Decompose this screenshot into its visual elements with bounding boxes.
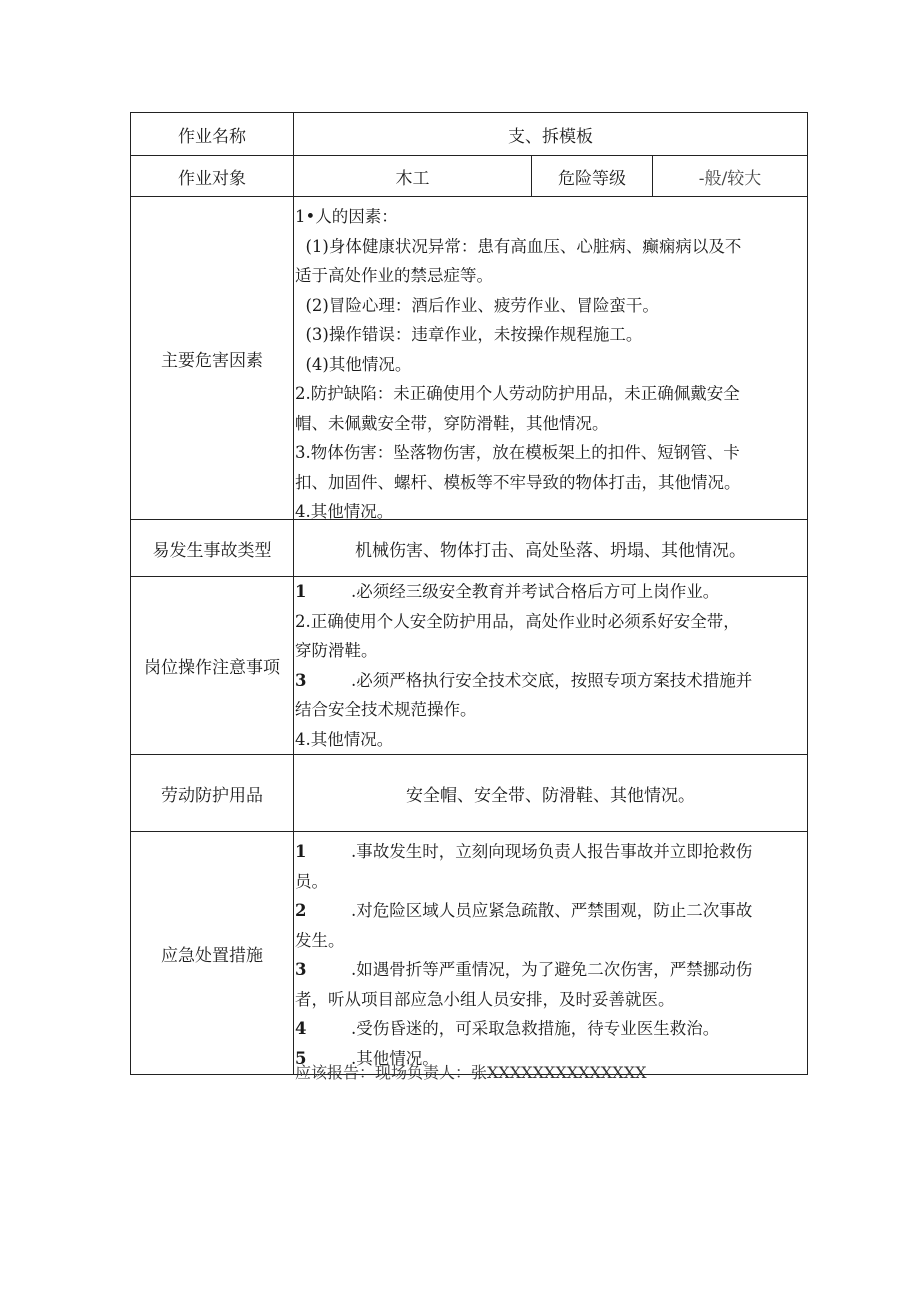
hazard-line: 适于高处作业的禁忌症等。: [295, 266, 493, 285]
precaution-item: 2.正确使用个人安全防护用品，高处作业时必须系好安全带，: [295, 611, 740, 631]
emergency-text: [295, 837, 807, 1073]
emergency-item: 5 .其他情况。: [295, 1048, 439, 1068]
hazard-line: (4)其他情况。: [295, 354, 412, 374]
hazard-line: (2)冒险心理：酒后作业、疲劳作业、冒险蛮干。: [295, 295, 659, 315]
precaution-item: 4.其他情况。: [295, 729, 394, 749]
emergency-item-cont: 员。: [295, 871, 328, 891]
accident-types-value: 机械伤害、物体打击、高处坠落、坍塌、其他情况。: [355, 540, 746, 561]
emergency-item-cont: 者，听从项目部应急小组人员安排，及时妥善就医。: [295, 989, 675, 1009]
hazards-label: 主要危害因素: [161, 350, 263, 371]
clipped-line: 应该报告：现场负责人：张XXXXXXXXXXXXXX: [295, 1063, 647, 1082]
hazard-line: 4.其他情况。: [295, 502, 394, 521]
precautions-label: 岗位操作注意事项: [144, 658, 280, 678]
emergency-label: 应急处置措施: [161, 945, 263, 966]
emergency-item: 2 .对危险区域人员应紧急疏散、严禁围观，防止二次事故: [295, 901, 753, 920]
precaution-item-cont: 结合安全技术规范操作。: [295, 700, 477, 719]
hazard-line: (1)身体健康状况异常：患有高血压、心脏病、癫痫病以及不: [295, 236, 742, 256]
task-object-label: 作业对象: [178, 168, 246, 189]
precaution-item-cont: 穿防滑鞋。: [295, 641, 378, 660]
precaution-item: 1 .必须经三级安全教育并考试合格后方可上岗作业。: [295, 582, 720, 601]
hazard-line: 3.物体伤害：坠落物伤害，放在模板架上的扣件、短钢管、卡: [295, 443, 740, 462]
accident-types-label: 易发生事故类型: [152, 540, 272, 561]
ppe-label: 劳动防护用品: [161, 785, 263, 806]
task-name-label: 作业名称: [178, 126, 246, 147]
emergency-item-cont: 发生。: [295, 930, 345, 950]
precautions-text: [295, 577, 807, 754]
risk-level-value: -般/较大: [698, 168, 762, 189]
hazard-line: 1•人的因素：: [295, 207, 398, 226]
hazards-text: [295, 202, 807, 527]
hazard-info-table: [130, 112, 808, 1082]
hazard-line: (3)操作错误：违章作业，未按操作规程施工。: [295, 325, 643, 344]
hazard-line: 帽、未佩戴安全带，穿防滑鞋，其他情况。: [295, 413, 609, 433]
task-object-value: 木工: [395, 168, 430, 189]
hazard-line: 扣、加固件、螺杆、模板等不牢导致的物体打击，其他情况。: [295, 472, 741, 492]
emergency-item: 3 .如遇骨折等严重情况，为了避免二次伤害，严禁挪动伤: [295, 960, 753, 979]
risk-level-label: 危险等级: [558, 168, 626, 189]
hazard-line: 2.防护缺陷：未正确使用个人劳动防护用品，未正确佩戴安全: [295, 384, 740, 403]
column-divider: [293, 113, 294, 1074]
task-name-value: 支、拆模板: [508, 126, 593, 147]
precaution-item: 3 .必须严格执行安全技术交底，按照专项方案技术措施并: [295, 670, 753, 690]
emergency-item: 1 .事故发生时，立刻向现场负责人报告事故并立即抢救伤: [295, 842, 753, 861]
emergency-item: 4 .受伤昏迷的，可采取急救措施，待专业医生救治。: [295, 1019, 720, 1038]
ppe-value: 安全帽、安全带、防滑鞋、其他情况。: [406, 785, 695, 806]
